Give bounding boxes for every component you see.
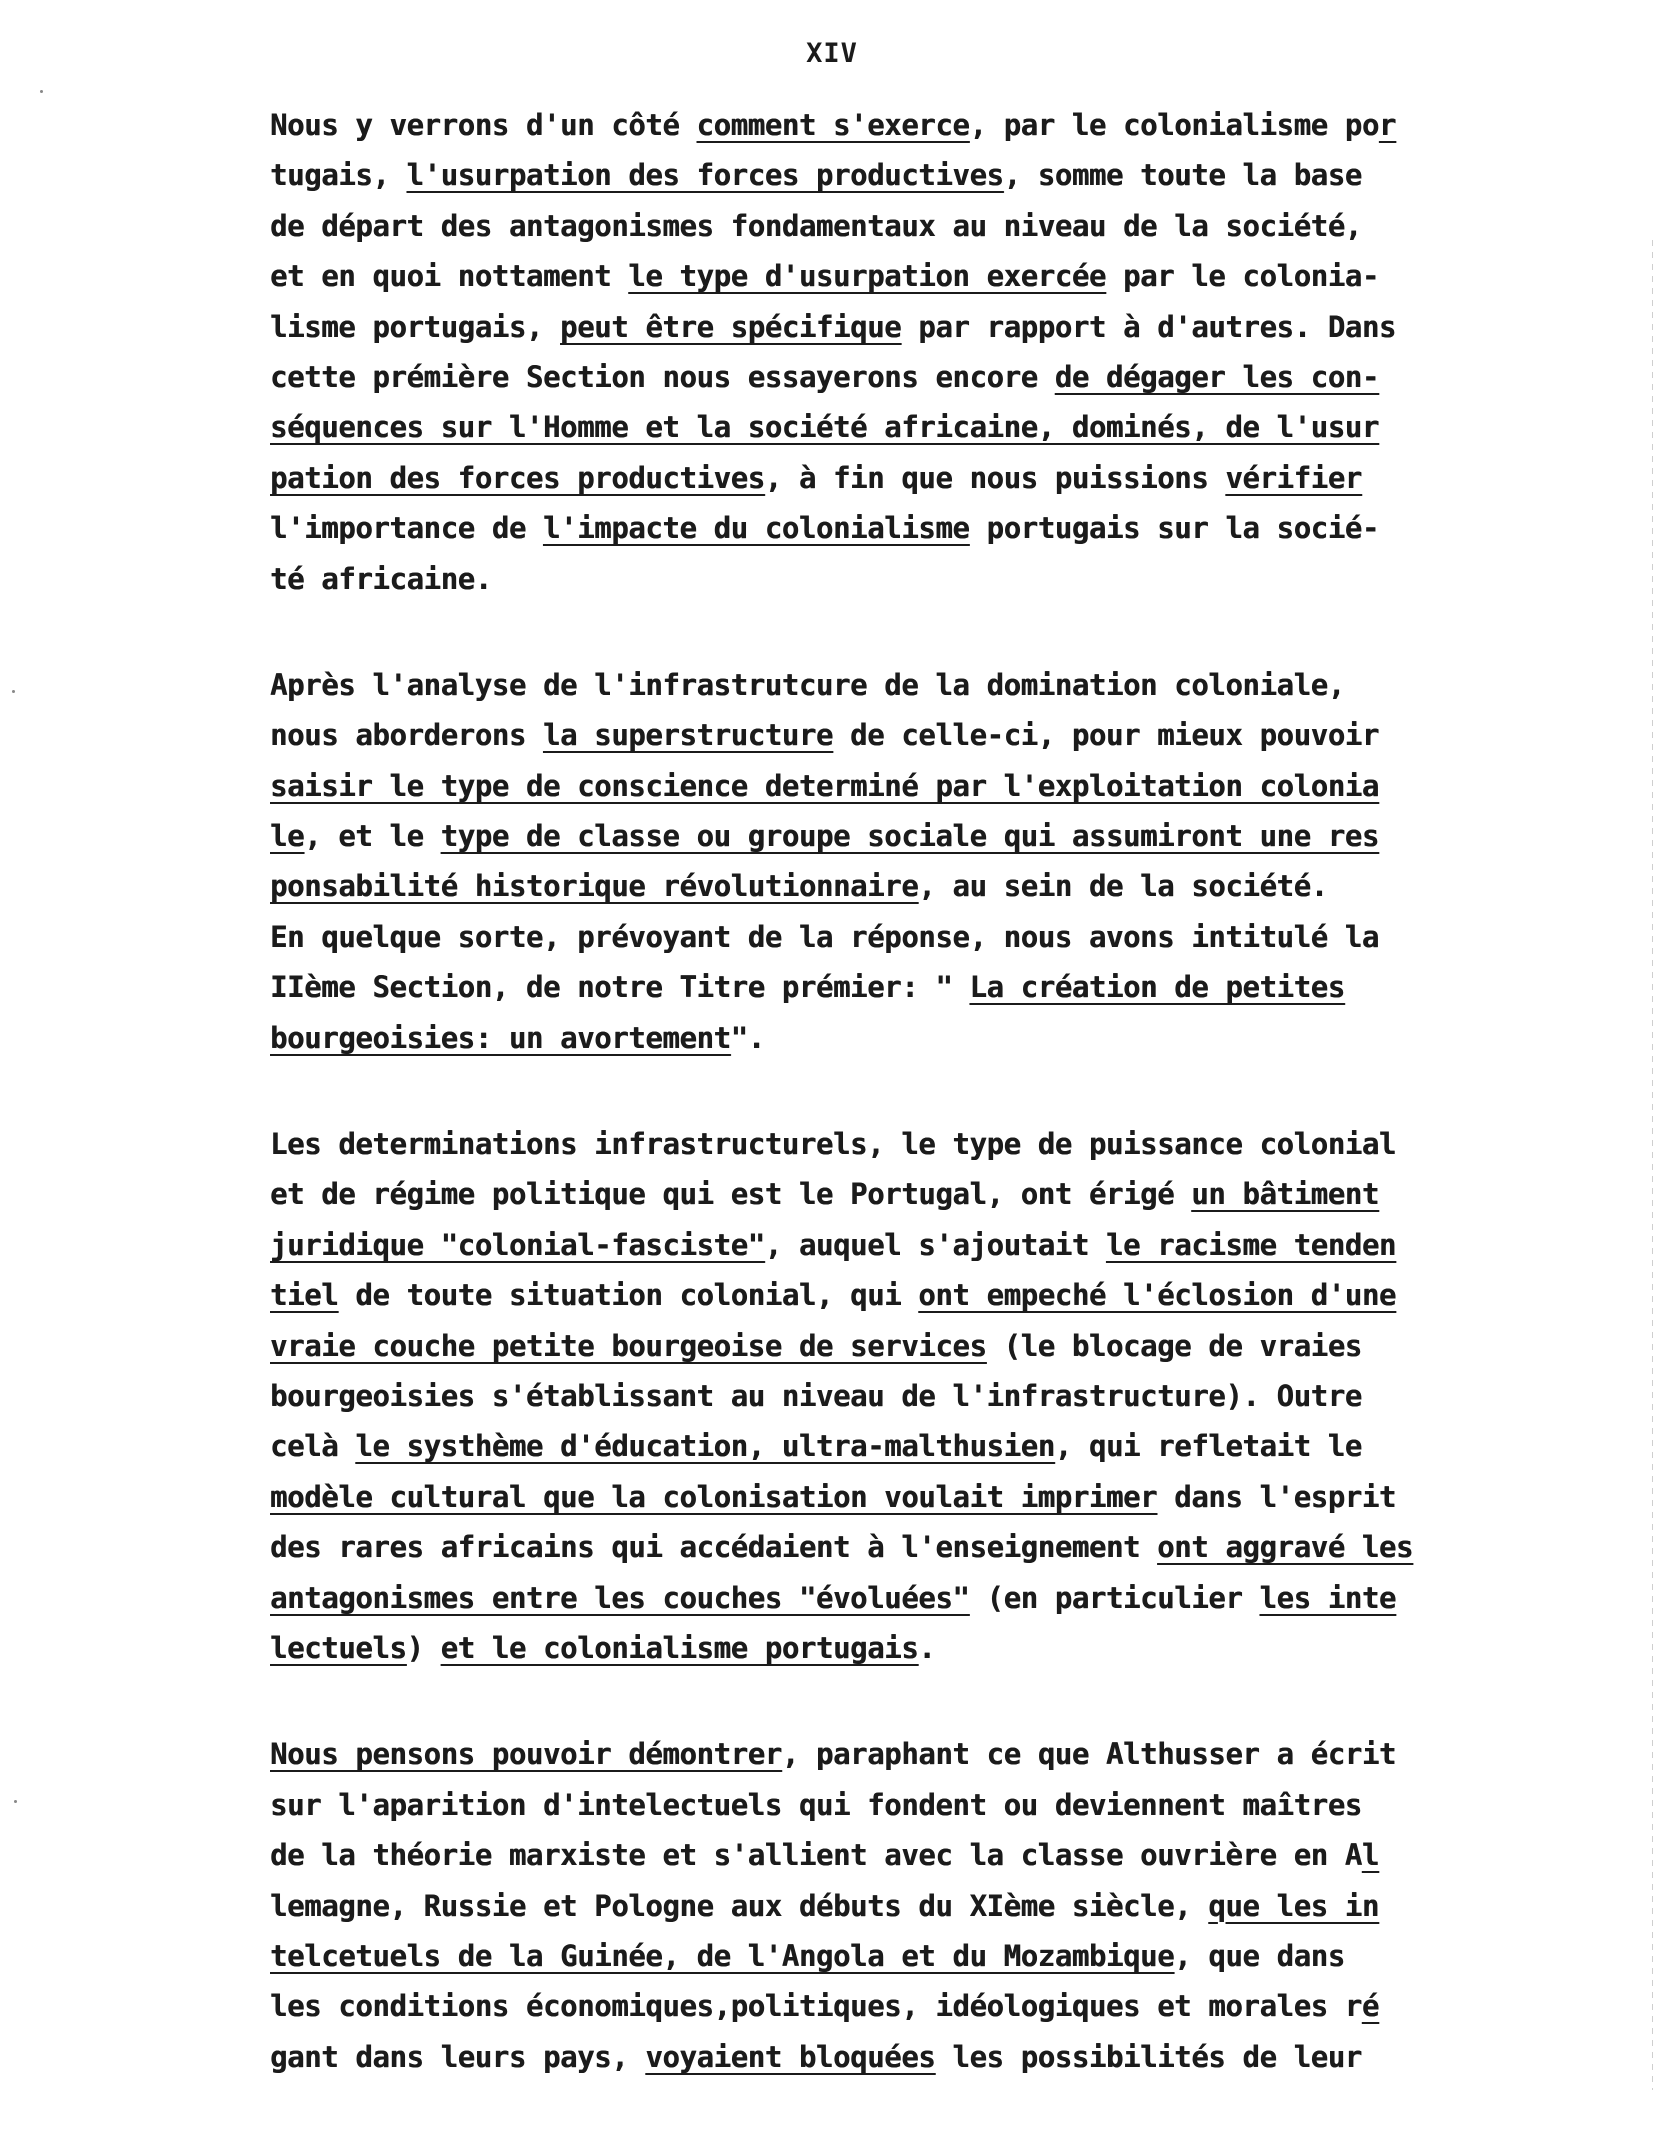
underlined-text: é xyxy=(1361,1989,1379,2024)
text-segment: sur l'aparition d'intelectuels qui fondent ou deviennent maîtres xyxy=(270,1787,1362,1822)
text-segment: IIème Section, de notre Titre prémier: " xyxy=(270,970,970,1005)
text-line xyxy=(270,1472,1620,1522)
text-segment: , à fin que nous puissions xyxy=(764,460,1226,495)
text-segment: ) xyxy=(406,1630,441,1665)
text-segment: En quelque sorte, prévoyant de la réponse, nous avons intitulé la xyxy=(270,919,1379,954)
underlined-text: antagonismes entre les couches "évoluées" xyxy=(270,1580,970,1615)
text-line xyxy=(270,1623,1620,1673)
text-segment: dans l'esprit xyxy=(1157,1479,1396,1514)
underlined-text: lectuels xyxy=(270,1630,407,1665)
page-edge xyxy=(1652,240,1653,2090)
text-line xyxy=(270,1522,1620,1572)
text-line xyxy=(270,861,1620,911)
text-line xyxy=(270,100,1620,150)
text-line xyxy=(270,1421,1620,1471)
text-segment: (en particulier xyxy=(969,1580,1260,1615)
text-line xyxy=(270,1371,1620,1421)
underlined-text: juridique "colonial-fasciste" xyxy=(270,1227,765,1262)
text-line xyxy=(270,150,1620,200)
text-segment: Les determinations infrastructurels, le type de puissance colonial xyxy=(270,1127,1396,1162)
underlined-text: modèle cultural que la colonisation voulait imprimer xyxy=(270,1479,1158,1514)
underlined-text: ponsabilité historique révolutionnaire xyxy=(270,869,919,904)
text-line xyxy=(270,2032,1620,2082)
text-line xyxy=(270,761,1620,811)
underlined-text: de dégager les con- xyxy=(1054,359,1379,394)
underlined-text: et le colonialisme portugais xyxy=(440,1630,919,1665)
text-line xyxy=(270,251,1620,301)
document-body xyxy=(270,100,1620,2138)
text-segment: ". xyxy=(730,1020,765,1055)
underlined-text: pation des forces productives xyxy=(270,460,765,495)
text-line xyxy=(270,503,1620,553)
text-segment: , par le colonialisme po xyxy=(969,108,1379,142)
text-line xyxy=(270,1780,1620,1830)
text-segment: et en quoi nottament xyxy=(270,259,629,294)
underlined-text: le systhème d'éducation, ultra-malthusien xyxy=(355,1429,1055,1464)
text-line xyxy=(270,962,1620,1012)
text-line xyxy=(270,710,1620,760)
text-segment: , au sein de la société. xyxy=(918,869,1328,904)
text-line xyxy=(270,912,1620,962)
text-segment: Nous y verrons d'un côté xyxy=(270,108,697,142)
underlined-text: voyaient bloquées xyxy=(645,2039,936,2074)
text-line xyxy=(270,1729,1620,1779)
text-segment: par rapport à d'autres. Dans xyxy=(901,309,1396,344)
page-number: XIV xyxy=(806,38,858,69)
underlined-text: saisir le type de conscience determiné par l'exploitation colonia xyxy=(270,768,1379,803)
text-segment: , auquel s'ajoutait xyxy=(764,1227,1106,1262)
paragraph xyxy=(270,660,1620,1063)
text-segment: de départ des antagonismes fondamentaux au niveau de la société, xyxy=(270,208,1362,243)
scan-speck xyxy=(40,90,43,93)
text-line xyxy=(270,811,1620,861)
underlined-text: comment s'exerce xyxy=(696,108,970,142)
text-segment: de la théorie marxiste et s'allient avec la classe ouvrière en A xyxy=(270,1838,1362,1873)
text-segment: lisme portugais, xyxy=(270,309,561,344)
text-segment: , que dans xyxy=(1174,1938,1345,1973)
text-line xyxy=(270,554,1620,604)
underlined-text: l'impacte du colonialisme xyxy=(542,511,970,546)
underlined-text: l'usurpation des forces productives xyxy=(406,158,1004,193)
text-segment: les possibilités de leur xyxy=(935,2039,1362,2074)
text-segment: nous aborderons xyxy=(270,718,543,753)
scan-speck xyxy=(14,1800,17,1803)
underlined-text: telcetuels de la Guinée, de l'Angola et du Mozambique xyxy=(270,1938,1175,1973)
text-line xyxy=(270,352,1620,402)
text-line xyxy=(270,660,1620,710)
paragraph xyxy=(270,1119,1620,1673)
underlined-text: type de classe ou groupe sociale qui assumiront une res xyxy=(440,819,1379,854)
text-segment: (le blocage de vraies xyxy=(986,1328,1362,1363)
text-line xyxy=(270,302,1620,352)
text-line xyxy=(270,1881,1620,1931)
underlined-text: vérifier xyxy=(1225,460,1362,495)
paragraph xyxy=(270,1729,1620,2082)
text-segment: l'importance de xyxy=(270,511,543,546)
underlined-text: le xyxy=(270,819,305,854)
text-segment: , qui refletait le xyxy=(1054,1429,1362,1464)
underlined-text: la superstructure xyxy=(542,718,833,753)
text-line xyxy=(270,453,1620,503)
text-segment: par le colonia- xyxy=(1105,259,1379,294)
text-segment: lemagne, Russie et Pologne aux débuts du XIème siècle, xyxy=(270,1888,1209,1923)
text-line xyxy=(270,1270,1620,1320)
text-segment: bourgeoisies s'établissant au niveau de l'infrastructure). Outre xyxy=(270,1378,1362,1413)
underlined-text: Nous pensons pouvoir démontrer xyxy=(270,1737,782,1772)
underlined-text: que les in xyxy=(1208,1888,1379,1923)
text-segment: Après l'analyse de l'infrastrutcure de la domination coloniale, xyxy=(270,667,1345,702)
text-segment: et de régime politique qui est le Portugal, ont érigé xyxy=(270,1177,1192,1212)
text-line xyxy=(270,1169,1620,1219)
text-segment: des rares africains qui accédaient à l'enseignement xyxy=(270,1530,1158,1565)
underlined-text: ont empeché l'éclosion d'une xyxy=(918,1278,1396,1313)
scan-speck xyxy=(12,690,15,693)
text-segment: , somme toute la base xyxy=(1003,158,1362,193)
text-segment: , paraphant ce que Althusser a écrit xyxy=(781,1737,1396,1772)
text-segment: tugais, xyxy=(270,158,407,193)
text-line xyxy=(270,1013,1620,1063)
text-segment: gant dans leurs pays, xyxy=(270,2039,646,2074)
text-segment: de celle-ci, pour mieux pouvoir xyxy=(832,718,1379,753)
underlined-text: le racisme tenden xyxy=(1105,1227,1396,1262)
text-segment: té africaine. xyxy=(270,561,492,596)
underlined-text: La création de petites xyxy=(969,970,1345,1005)
underlined-text: r xyxy=(1378,108,1396,142)
underlined-text: vraie couche petite bourgeoise de services xyxy=(270,1328,987,1363)
text-segment: , et le xyxy=(304,819,441,854)
underlined-text: séquences sur l'Homme et la société africaine, dominés, de l'usur xyxy=(270,410,1379,445)
text-line xyxy=(270,1119,1620,1169)
text-segment: celà xyxy=(270,1429,356,1464)
text-line xyxy=(270,1981,1620,2031)
underlined-text: peut être spécifique xyxy=(560,309,902,344)
underlined-text: les inte xyxy=(1259,1580,1396,1615)
text-line xyxy=(270,1573,1620,1623)
underlined-text: tiel xyxy=(270,1278,339,1313)
text-segment: de toute situation colonial, qui xyxy=(338,1278,919,1313)
paragraph xyxy=(270,100,1620,604)
text-line xyxy=(270,402,1620,452)
text-line xyxy=(270,1220,1620,1270)
underlined-text: le type d'usurpation exercée xyxy=(628,259,1106,294)
text-segment: cette prémière Section nous essayerons encore xyxy=(270,359,1055,394)
text-line xyxy=(270,1321,1620,1371)
text-line xyxy=(270,1830,1620,1880)
text-segment: les conditions économiques,politiques, idéologiques et morales r xyxy=(270,1989,1362,2024)
underlined-text: ont aggravé les xyxy=(1157,1530,1413,1565)
text-line xyxy=(270,201,1620,251)
text-line xyxy=(270,1931,1620,1981)
underlined-text: l xyxy=(1361,1838,1379,1873)
underlined-text: un bâtiment xyxy=(1191,1177,1379,1212)
underlined-text: bourgeoisies: un avortement xyxy=(270,1020,731,1055)
text-segment: . xyxy=(918,1630,936,1665)
text-segment: portugais sur la socié- xyxy=(969,511,1379,546)
